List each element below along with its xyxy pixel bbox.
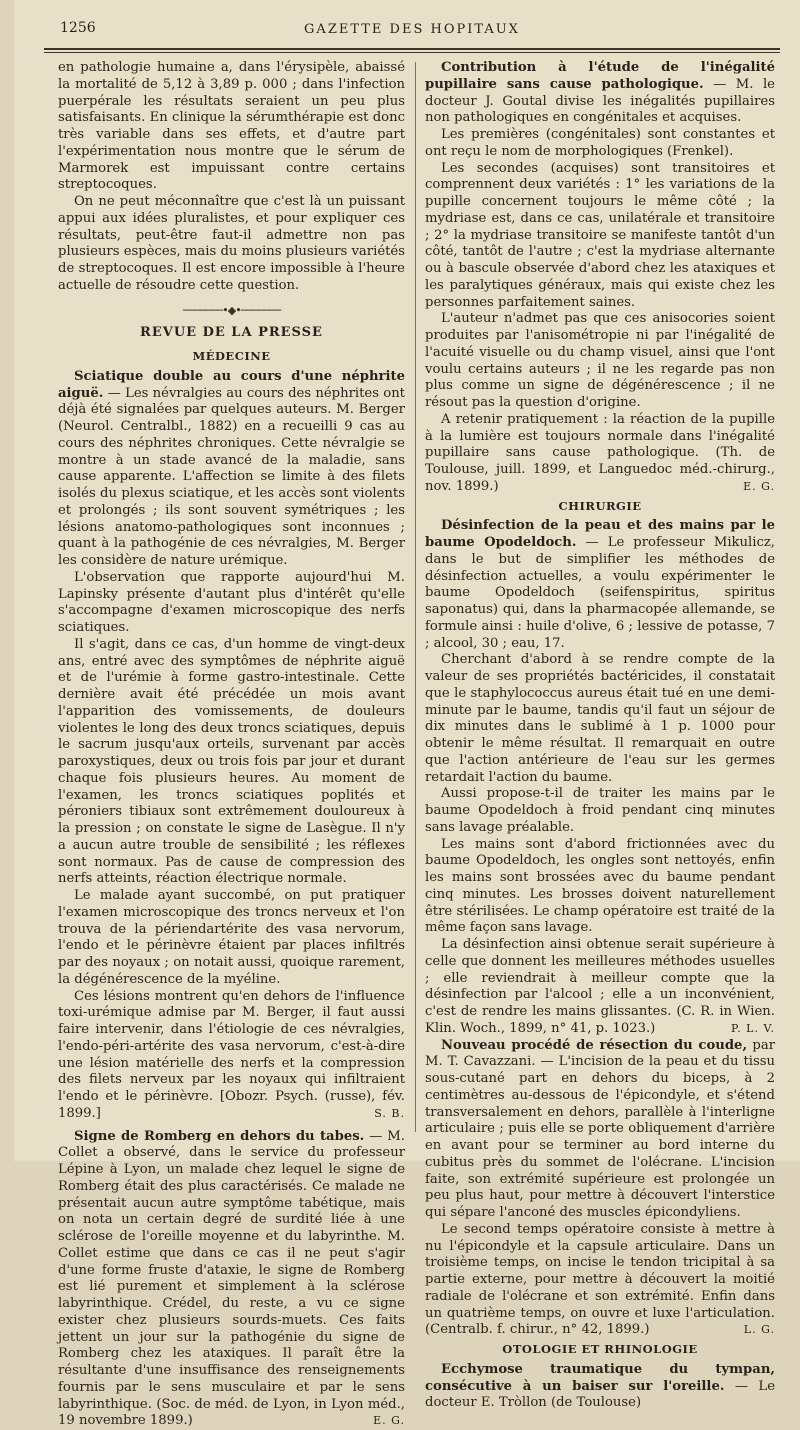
paragraph: Les secondes (acquises) sont transitoires et comprennent deux variétés : 1° les variations de la pupille concernent toujours le même côté ; la mydriase est, dans ce cas, unilatérale et transitoire ; 2° la mydriase transitoire se manifeste tantôt d'un côté, tantôt de l'autre ; c'est la mydriase alternante ou à bascule observée d'abord chez les ataxiques et les paralytiques généraux, mais qui existe chez les personnes parfaitement saines. — [425, 161, 775, 312]
article-title: Nouveau procédé de résection du coude, — [441, 1038, 747, 1053]
section-title: REVUE DE LA PRESSE — [58, 325, 405, 342]
paragraph: Les mains sont d'abord frictionnées avec du baume Opodeldoch, les ongles sont nettoyés, enfin les mains sont brossées avec du baume pendant cinq minutes. Les brosses doivent naturellement être stérilisées. Le champ opératoire est traité de la même façon sans lavage. — [425, 837, 775, 938]
paragraph: en pathologie humaine a, dans l'érysipèle, abaissé la mortalité de 5,12 à 3,89 p. 000 ; dans l'infection puerpérale les résultats seraient un peu plus satisfaisants. En clinique la sérumthérapie est donc très variable dans ses effets, et d'autre part l'expérimentation nous montre que le sérum de Marmorek est impuissant contre certains streptocoques. — [58, 60, 405, 194]
author-initials: E. G. — [357, 1413, 405, 1430]
paragraph — [425, 937, 775, 1038]
article-title: Sciatique double au cours d'une néphrite aiguë. — [58, 369, 405, 401]
article-text: — Le docteur E. Tròllon (de Toulouse) — [425, 1379, 775, 1411]
article — [425, 518, 775, 652]
paragraph: Cherchant d'abord à se rendre compte de la valeur de ses propriétés bactéricides, il constatait que le staphylococcus aureus était tué en une demi-minute par le baume, tandis qu'il faut un séjour de dix minutes dans le sublimé à 1 p. 1000 pour obtenir le même résultat. Il remarquait en outre que l'action antérieure de l'eau sur les germes retardait l'action du baume. — [425, 652, 775, 786]
author-initials: E. G. — [727, 479, 775, 496]
header-rule — [44, 48, 780, 50]
article-text: — Le professeur Mikulicz, dans le but de simplifier les méthodes de désinfection actuelles, a voulu expérimenter le baume Opodeldoch (seifenspiritus, spiritus saponatus) qui, dans la pharmacopée allemande, se formule ainsi : huile d'olive, 6 ; lessive de potasse, 7 ; alcool, 30 ; eau, 17. — [425, 535, 775, 651]
left-column — [58, 60, 405, 1150]
subsection-title: OTOLOGIE ET RHINOLOGIE — [425, 1341, 775, 1358]
article — [58, 1129, 405, 1430]
column-divider — [415, 62, 416, 1132]
paragraph: Le malade ayant succombé, on put pratiquer l'examen microscopique des troncs nerveux et l'on trouva de la périendartérite des vasa nervorum, l'endo et le périnèvre étaient par places infiltrés par des noyaux ; on notait aussi, quoique rarement, la dégénérescence de la myéline. — [58, 888, 405, 989]
subsection-title: MÉDECINE — [58, 348, 405, 365]
article-title: Ecchymose traumatique du tympan, consécutive à un baiser sur l'oreille. — [425, 1362, 775, 1394]
article-text: — Les névralgies au cours des néphrites ont déjà été signalées par quelques auteurs. M. Berger (Neurol. Centralbl., 1882) en a recueilli 9 cas au cours des néphrites chroniques. Cette névralgie se montre à un stade avancé de la maladie, sans cause apparente. L'affection se limite à des filets isolés du plexus sciatique, et les accès sont violents et prolongés ; ils sont souvent symétriques ; les lésions anatomo-pathologiques sont inconnues ; quant à la pathogénie de ces névralgies, M. Berger les considère de nature urémique. — [58, 386, 405, 569]
page-number: 1256 — [60, 20, 96, 36]
paragraph — [58, 989, 405, 1123]
article-text: — M. le docteur J. Goutal divise les inégalités pupillaires non pathologiques en congénitales et acquises. — [425, 77, 775, 126]
article-title: Désinfection de la peau et des mains par le baume Opodeldoch. — [425, 518, 775, 550]
author-initials: S. B. — [358, 1106, 405, 1123]
paragraph — [425, 1222, 775, 1339]
page-header — [44, 20, 780, 44]
ornament-divider: ───────•◆•─────── — [58, 303, 405, 320]
paragraph-text: Ces lésions montrent qu'en dehors de l'influence toxi-urémique admise par M. Berger, il faut aussi faire intervenir, dans l'étiologie de ces névralgies, l'endo-péri-artérite des vasa nervorum, c'est-à-dire une lésion matérielle des nerfs et la compression des filets nerveux par les noyaux qui infiltraient l'endo et le périnèvre. [Obozr. Psych. (russe), fév. 1899.] — [58, 989, 405, 1121]
paragraph: Les premières (congénitales) sont constantes et ont reçu le nom de morphologiques (Frenkel). — [425, 127, 775, 161]
paragraph: On ne peut méconnaître que c'est là un puissant appui aux idées pluralistes, et pour expliquer ces résultats, peut-être faut-il admettre non pas plusieurs espèces, mais du moins plusieurs variétés de streptocoques. Il est encore impossible à l'heure actuelle de résoudre cette question. — [58, 194, 405, 295]
paragraph-text: La désinfection ainsi obtenue serait supérieure à celle que donnent les meilleures méthodes usuelles ; elle reviendrait à meilleur compte que la désinfection par l'alcool ; elle a un inconvénient, c'est de rendre les mains glissantes. (C. R. in Wien. Klin. Woch., 1899, n° 41, p. 1023.) — [425, 937, 775, 1036]
header-rule-thin — [44, 52, 780, 53]
article-title: Signe de Romberg en dehors du tabes. — [74, 1129, 364, 1144]
article-title: Contribution à l'étude de l'inégalité pupillaire sans cause pathologique. — [425, 60, 775, 92]
paragraph — [425, 412, 775, 496]
article — [58, 369, 405, 570]
article — [425, 60, 775, 127]
article — [425, 1362, 775, 1412]
subsection-title: CHIRURGIE — [425, 498, 775, 515]
paragraph: L'auteur n'admet pas que ces anisocories soient produites par l'anisométropie ni par l'inégalité de l'acuité visuelle ou du champ visuel, ainsi que l'ont voulu certains auteurs ; il ne les regarde pas non plus comme un signe de dégénérescence ; il ne résout pas la question d'origine. — [425, 311, 775, 412]
article — [425, 1038, 775, 1222]
paragraph: Aussi propose-t-il de traiter les mains par le baume Opodeldoch à froid pendant cinq minutes sans lavage préalable. — [425, 786, 775, 836]
paragraph: L'observation que rapporte aujourd'hui M. Lapinsky présente d'autant plus d'intérêt qu'elle s'accompagne d'examen microscopique des nerfs sciatiques. — [58, 570, 405, 637]
article-text: par M. T. Cavazzani. — L'incision de la peau et du tissu sous-cutané part en dehors du biceps, à 2 centimètres au-dessous de l'épicondyle, et s'étend transversalement en dehors, parallèle à l'interligne articulaire ; puis elle se porte obliquement d'arrière en avant pour se terminer au bord interne du cubitus près du sommet de l'olécrane. L'incision faite, son extrémité supérieure est prolongée un peu plus haut, pour mettre à découvert l'interstice qui sépare l'anconé des muscles épicondyliens. — [425, 1038, 775, 1221]
article-text: — M. Collet a observé, dans le service du professeur Lépine à Lyon, un malade chez lequel le signe de Romberg était des plus caractérisés. Ce malade ne présentait aucun autre symptôme tabétique, mais on nota un certain degré de surdité liée à une sclérose de l'oreille moyenne et du labyrinthe. M. Collet estime que dans ce cas il ne peut s'agir d'une forme fruste d'ataxie, le signe de Romberg est lié purement et simplement à la sclérose labyrinthique. Crédel, du reste, a vu ce signe exister chez plusieurs sourds-muets. Ces faits jettent un jour sur la pathogénie du signe de Romberg chez les ataxiques. Il paraît être la résultante d'une insuffisance des renseignements fournis par le sens musculaire et par le sens labyrinthique. (Soc. de méd. de Lyon, in Lyon méd., 19 novembre 1899.) — [58, 1129, 405, 1429]
author-initials: P. L. V. — [715, 1021, 775, 1038]
author-initials: L. G. — [728, 1322, 775, 1339]
paragraph-text: A retenir pratiquement : la réaction de la pupille à la lumière est toujours normale dans l'inégalité pupillaire sans cause pathologique. (Th. de Toulouse, juill. 1899, et Languedoc méd.-chirurg., nov. 1899.) — [425, 412, 775, 494]
paragraph: Il s'agit, dans ce cas, d'un homme de vingt-deux ans, entré avec des symptômes de néphrite aiguë et de l'urémie à forme gastro-intestinale. Cette dernière avait été précédée un mois avant l'apparition des vomissements, de douleurs violentes le long des deux troncs sciatiques, depuis le sacrum jusqu'aux orteils, survenant par accès paroxystiques, deux ou trois fois par jour et durant chaque fois plusieurs heures. Au moment de l'examen, les troncs sciatiques poplités et péroniers tibiaux sont extrêmement douloureux à la pression ; on constate le signe de Lasègue. Il n'y a aucun autre trouble de sensibilité ; les réflexes sont normaux. Pas de cause de compression des nerfs atteints, réaction électrique normale. — [58, 637, 405, 888]
journal-title: GAZETTE DES HOPITAUX — [44, 22, 780, 37]
paragraph-text: Le second temps opératoire consiste à mettre à nu l'épicondyle et la capsule articulaire. Dans un troisième temps, on incise le tendon tricipital à sa partie externe, pour mettre à découvert la moitié radiale de l'olécrane et son extrémité. Enfin dans un quatrième temps, on ouvre et luxe l'articulation. (Centralb. f. chirur., n° 42, 1899.) — [425, 1222, 775, 1338]
right-column — [425, 60, 775, 1150]
